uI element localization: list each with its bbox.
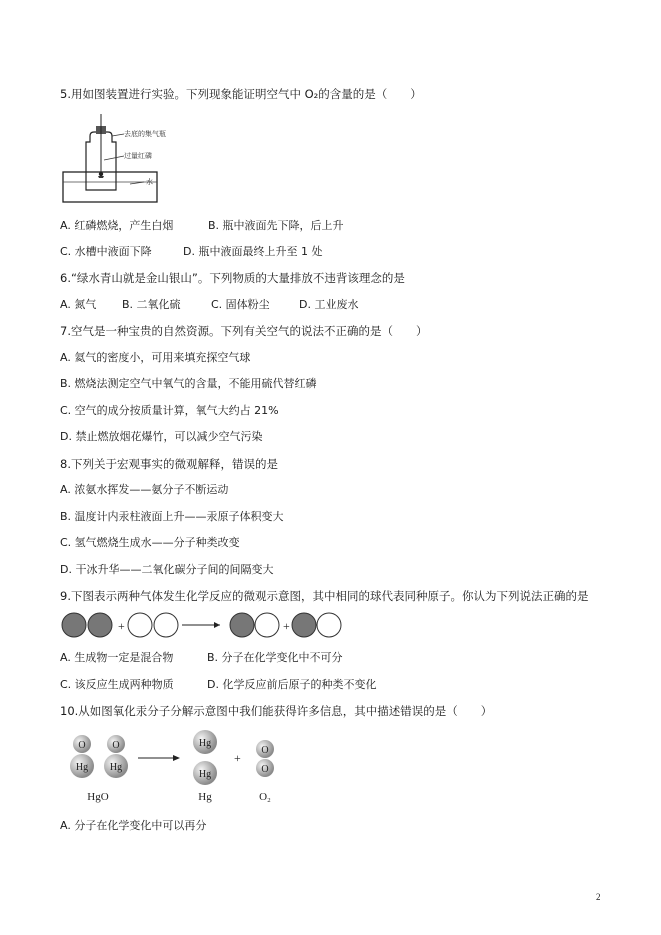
q10-stem: 10.从如图氧化汞分子分解示意图中我们能获得许多信息，其中描述错误的是（ ） [60, 704, 493, 718]
q10-hg-2: Hg [109, 762, 123, 773]
q10-plus: + [234, 751, 241, 765]
q9-option-d: D. 化学反应前后原子的种类不变化 [207, 678, 377, 691]
q9-plus-2: + [283, 619, 290, 633]
q8-option-d: D. 干冰升华——二氧化碳分子间的间隔变大 [60, 563, 274, 576]
q10-label-hgo: HgO [87, 791, 109, 803]
q6-option-d: D. 工业废水 [299, 298, 359, 311]
q10-o-2: O [112, 740, 120, 751]
q7-stem: 7.空气是一种宝贵的自然资源。下列有关空气的说法不正确的是（ ） [60, 324, 428, 338]
q10-hg-3: Hg [198, 738, 212, 749]
q10-o-1: O [78, 740, 86, 751]
q8-stem: 8.下列关于宏观事实的微观解释，错误的是 [60, 457, 278, 471]
q7-option-c: C. 空气的成分按质量计算，氧气大约占 21% [60, 404, 279, 417]
q5-apparatus-figure [60, 112, 180, 204]
q7-option-d: D. 禁止燃放烟花爆竹，可以减少空气污染 [60, 430, 263, 443]
q5-option-c: C. 水槽中液面下降 [60, 245, 152, 258]
q10-hg-4: Hg [198, 769, 212, 780]
q5-label-bottle: 去底的集气瓶 [124, 130, 166, 138]
q9-option-c: C. 该反应生成两种物质 [60, 678, 174, 691]
q9-plus-1: + [118, 619, 125, 633]
q8-option-b: B. 温度计内汞柱液面上升——汞原子体积变大 [60, 510, 284, 523]
q5-label-water: 水 [146, 178, 153, 186]
page-number: 2 [596, 892, 601, 902]
q10-label-hg: Hg [198, 791, 212, 803]
q10-hg-1: Hg [75, 762, 89, 773]
q5-label-phosphorus: 过量红磷 [124, 152, 152, 160]
q7-option-a: A. 氦气的密度小，可用来填充探空气球 [60, 351, 251, 364]
q10-label-o2: O₂ [259, 791, 271, 803]
q9-option-a: A. 生成物一定是混合物 [60, 651, 174, 664]
q6-option-a: A. 氮气 [60, 298, 97, 311]
q8-option-a: A. 浓氨水挥发——氨分子不断运动 [60, 483, 229, 496]
q6-option-c: C. 固体粉尘 [211, 298, 270, 311]
q10-o-3: O [261, 745, 269, 756]
q7-option-b: B. 燃烧法测定空气中氧气的含量，不能用硫代替红磷 [60, 377, 317, 390]
q9-option-b: B. 分子在化学变化中不可分 [207, 651, 343, 664]
q8-option-c: C. 氢气燃烧生成水——分子种类改变 [60, 536, 240, 549]
q5-option-b: B. 瓶中液面先下降，后上升 [208, 219, 344, 232]
q6-option-b: B. 二氧化硫 [122, 298, 181, 311]
q10-option-a: A. 分子在化学变化中可以再分 [60, 819, 207, 832]
q5-option-d: D. 瓶中液面最终上升至 1 处 [183, 245, 323, 258]
q9-stem: 9.下图表示两种气体发生化学反应的微观示意图，其中相同的球代表同种原子。你认为下列说法正确的是 [60, 589, 589, 603]
q10-hgo-decomposition-figure [60, 728, 300, 804]
q6-stem: 6.“绿水青山就是金山银山”。下列物质的大量排放不违背该理念的是 [60, 271, 405, 285]
q9-reaction-figure [60, 610, 350, 640]
q5-stem: 5.用如图装置进行实验。下列现象能证明空气中 O₂的含量的是（ ） [60, 87, 422, 101]
q5-option-a: A. 红磷燃烧，产生白烟 [60, 219, 174, 232]
q10-o-4: O [261, 764, 269, 775]
